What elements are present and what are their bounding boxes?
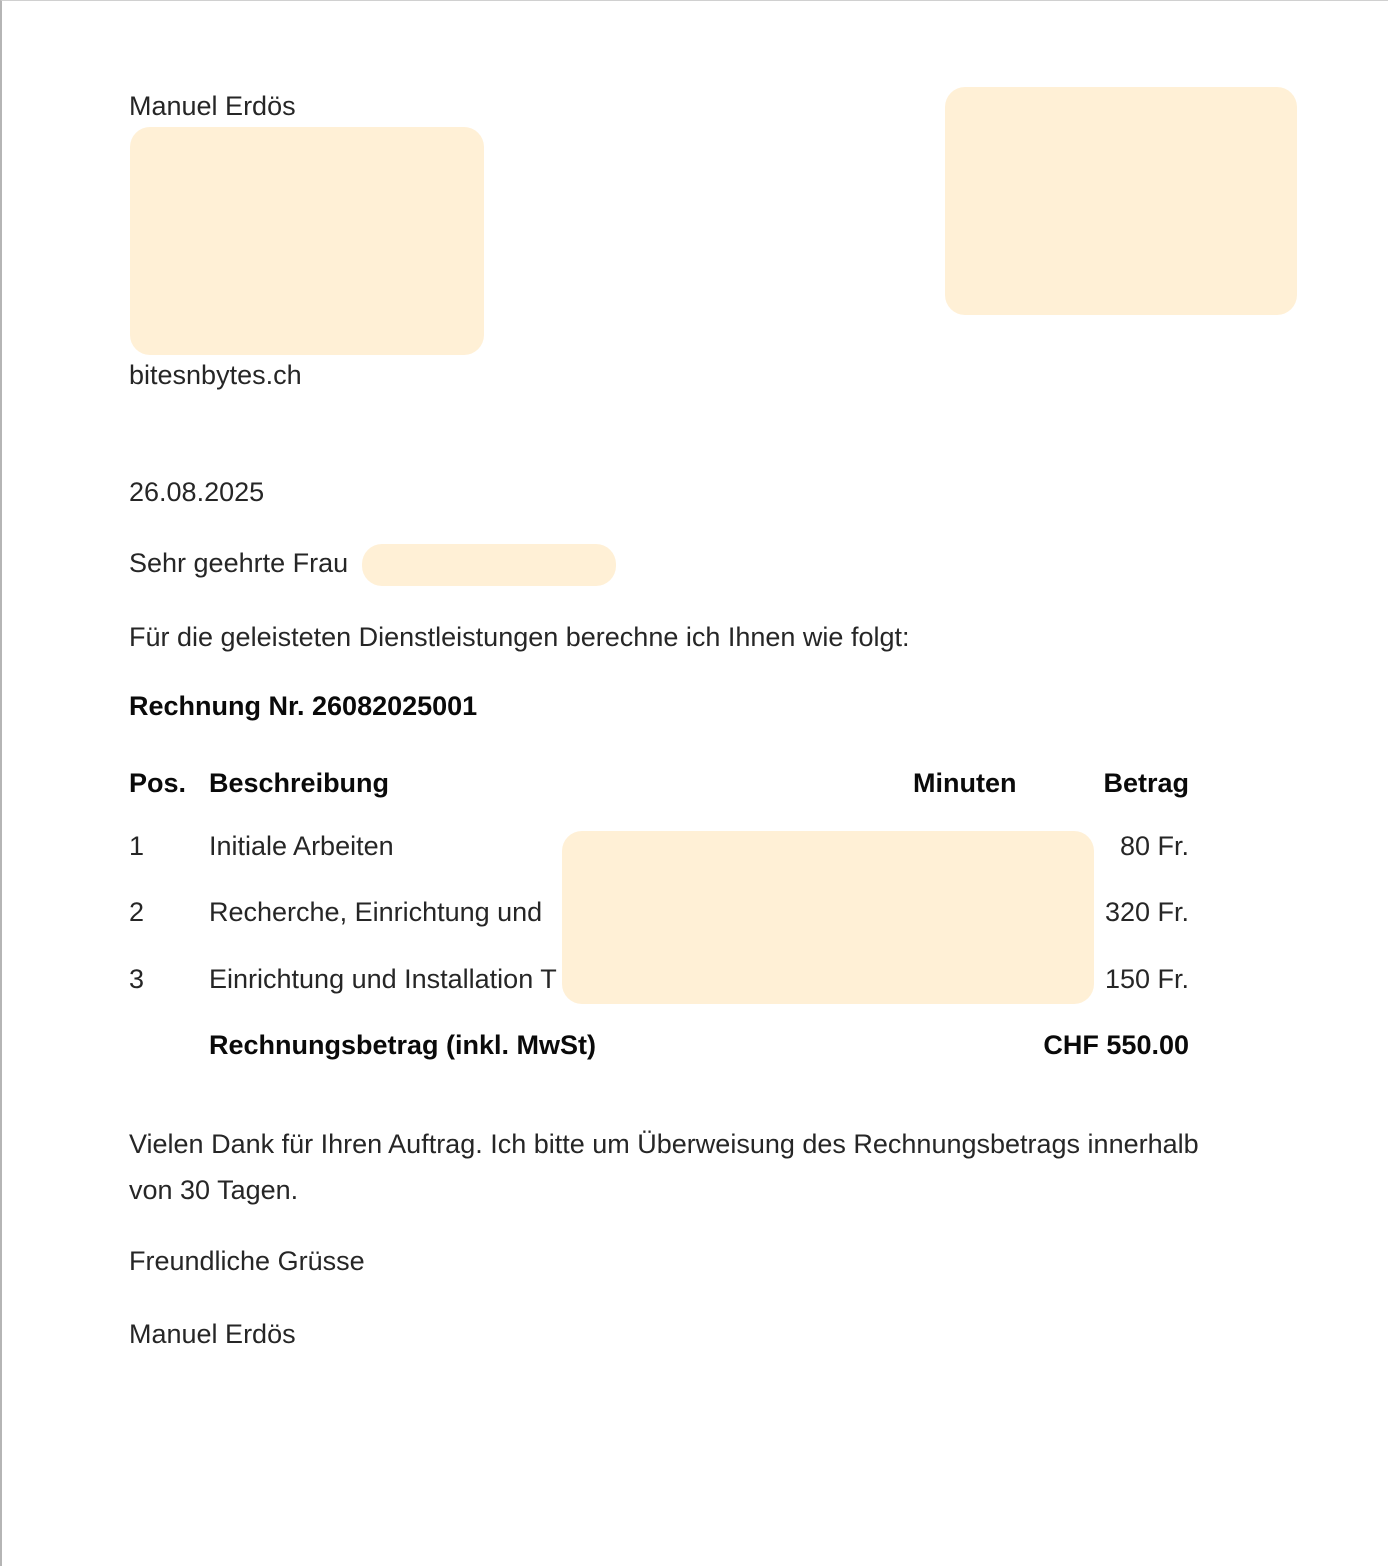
total-label: Rechnungsbetrag (inkl. MwSt) bbox=[209, 1030, 597, 1060]
salutation: Sehr geehrte Frau bbox=[129, 548, 349, 578]
header-description: Beschreibung bbox=[209, 768, 390, 798]
recipient-name-redaction bbox=[362, 544, 616, 586]
row-description: Initiale Arbeiten bbox=[209, 831, 394, 861]
row-description: Recherche, Einrichtung und bbox=[209, 897, 543, 927]
sender-website: bitesnbytes.ch bbox=[129, 360, 302, 390]
signature-name: Manuel Erdös bbox=[129, 1319, 296, 1349]
sender-address-redaction bbox=[130, 127, 484, 355]
closing-greeting: Freundliche Grüsse bbox=[129, 1246, 365, 1276]
row-pos: 2 bbox=[129, 897, 145, 927]
total-value: CHF 550.00 bbox=[1043, 1030, 1189, 1060]
header-pos: Pos. bbox=[129, 768, 187, 798]
header-amount: Betrag bbox=[1103, 768, 1189, 798]
closing-text-line1: Vielen Dank für Ihren Auftrag. Ich bitte um Überweisung des Rechnungsbetrags innerhalb bbox=[129, 1129, 1199, 1159]
recipient-address-redaction bbox=[945, 87, 1297, 315]
intro-text: Für die geleisteten Dienstleistungen berechne ich Ihnen wie folgt: bbox=[129, 622, 910, 652]
row-description: Einrichtung und Installation T bbox=[209, 964, 557, 994]
invoice-title: Rechnung Nr. 26082025001 bbox=[129, 691, 478, 721]
sender-name: Manuel Erdös bbox=[129, 91, 296, 121]
header-minutes: Minuten bbox=[913, 768, 1017, 798]
letter-date: 26.08.2025 bbox=[129, 477, 265, 507]
row-amount: 320 Fr. bbox=[1104, 897, 1189, 927]
table-details-redaction bbox=[562, 831, 1094, 1004]
row-amount: 80 Fr. bbox=[1119, 831, 1189, 861]
row-amount: 150 Fr. bbox=[1104, 964, 1189, 994]
row-pos: 1 bbox=[129, 831, 145, 861]
closing-text-line2: von 30 Tagen. bbox=[129, 1175, 299, 1205]
row-pos: 3 bbox=[129, 964, 145, 994]
